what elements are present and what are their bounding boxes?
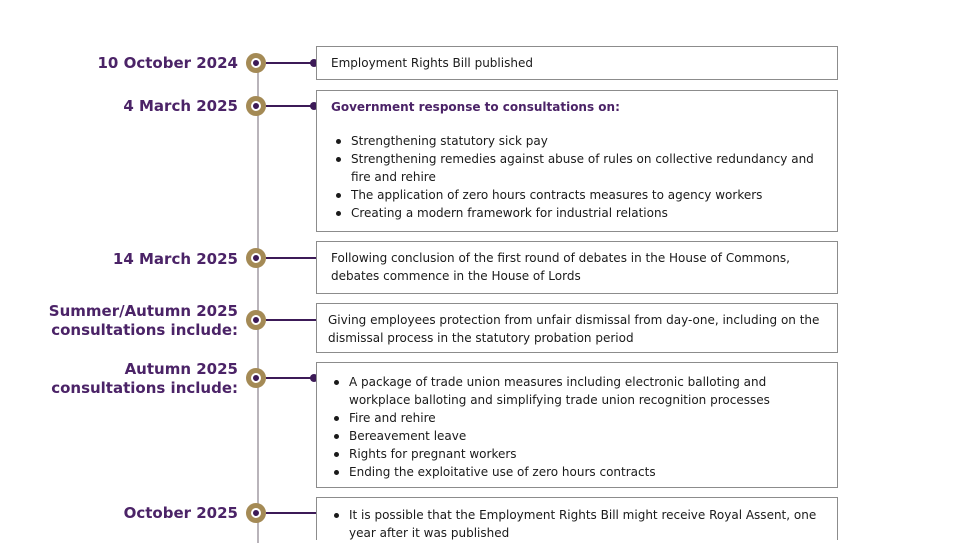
bullet-item: Strengthening remedies against abuse of rules on collective redundancy and fire and rehire — [331, 150, 823, 186]
date-line: consultations include: — [51, 321, 238, 339]
timeline-node — [246, 248, 266, 268]
timeline-entry-box — [316, 497, 838, 540]
date-line: consultations include: — [51, 379, 238, 397]
bullet-item: Creating a modern framework for industrial relations — [331, 204, 823, 222]
bullet-item: Rights for pregnant workers — [329, 445, 823, 463]
timeline-node — [246, 96, 266, 116]
bullet-item: Ending the exploitative use of zero hours contracts — [329, 463, 823, 481]
bullet-item: A package of trade union measures including electronic balloting and workplace balloting and simplifying trade union recognition processes — [329, 373, 823, 409]
timeline-node — [246, 503, 266, 523]
timeline-date: 14 March 2025 — [112, 250, 238, 268]
date-line: Summer/Autumn 2025 — [48, 302, 238, 320]
timeline-date — [51, 360, 238, 398]
timeline-node — [246, 310, 266, 330]
entry-heading: Government response to consultations on: — [331, 100, 620, 114]
entry-text: Following conclusion of the first round of debates in the House of Commons, debates commence in the House of Lords — [331, 251, 790, 283]
bullet-item: It is possible that the Employment Rights Bill might receive Royal Assent, one year after it was published — [329, 506, 823, 542]
timeline-connector — [266, 377, 314, 379]
bullet-item: Fire and rehire — [329, 409, 823, 427]
timeline-node — [246, 53, 266, 73]
timeline-date: 10 October 2024 — [97, 54, 238, 72]
bullet-list — [331, 132, 823, 222]
timeline-connector — [266, 512, 316, 514]
bullet-item: Strengthening statutory sick pay — [331, 132, 823, 150]
timeline-spine — [257, 63, 259, 543]
timeline-date: 4 March 2025 — [123, 97, 238, 115]
timeline-connector — [266, 62, 314, 64]
timeline-connector — [266, 105, 314, 107]
entry-text: Employment Rights Bill published — [331, 56, 533, 70]
timeline-date — [49, 302, 238, 340]
bullet-item: The application of zero hours contracts measures to agency workers — [331, 186, 823, 204]
timeline-entry-box — [316, 90, 838, 232]
timeline-entry-box — [316, 241, 838, 294]
timeline-entry-box — [316, 303, 838, 353]
timeline-connector — [266, 257, 316, 259]
timeline-connector — [266, 319, 316, 321]
bullet-list — [329, 506, 823, 542]
bullet-list — [329, 373, 823, 481]
timeline-entry-box — [316, 46, 838, 80]
entry-text: Giving employees protection from unfair dismissal from day-one, including on the dismissal process in the statutory probation period — [328, 313, 820, 345]
date-line: Autumn 2025 — [124, 360, 238, 378]
timeline-entry-box — [316, 362, 838, 488]
timeline-date: October 2025 — [123, 504, 238, 522]
bullet-item: Bereavement leave — [329, 427, 823, 445]
timeline-node — [246, 368, 266, 388]
